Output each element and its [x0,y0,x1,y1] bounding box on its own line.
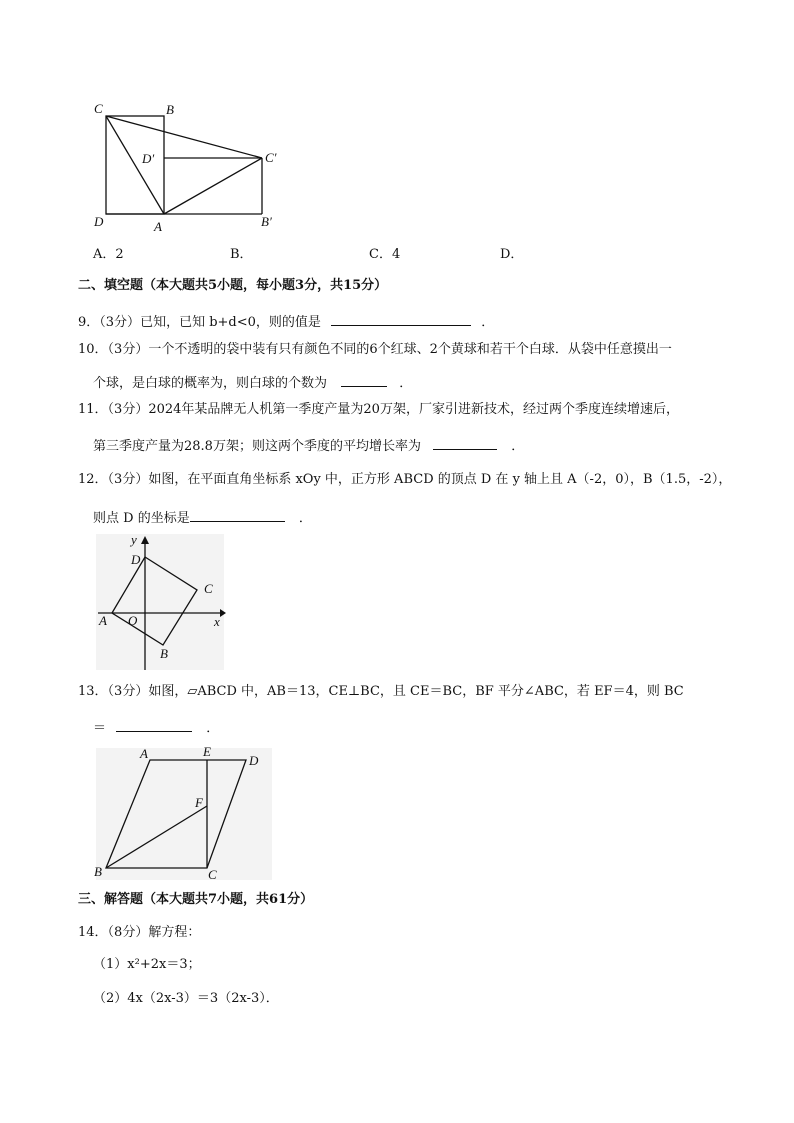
label-a12: A [99,613,107,628]
label-dprime: D′ [142,151,155,166]
q8-option-d: D． [500,247,524,262]
label-d12: D [131,552,141,567]
label-b13: B [94,864,102,879]
question-13-line2 [93,717,219,738]
label-bprime: B′ [261,214,272,229]
question-10-line1 [78,341,672,359]
q14-score: （8分） [107,925,149,940]
question-11-line2 [93,435,524,456]
q8-option-c: C．4 [369,247,401,262]
q12-figure [92,532,232,672]
q13-figure [88,740,278,882]
label-d: D [94,214,104,229]
q8-option-b: B． [230,247,253,262]
q10-end: ． [399,376,413,391]
q14-part2-prefix: （2） [93,991,128,1006]
section2-title: 二、填空题（本大题共5小题，每小题3分，共15分） [78,278,388,293]
q13-end: ． [206,721,220,736]
q14-number: 14． [78,925,108,940]
label-y: y [131,532,137,547]
q14-part2-equation: 4x（2x-3）＝3（2x-3）． [127,991,279,1006]
q13-answer-blank[interactable] [116,717,192,732]
q9-number: 9． [78,315,100,330]
q13-number: 13． [78,684,108,699]
segment-ca [106,116,164,214]
section3-title: 三、解答题（本大题共7小题，共61分） [78,892,314,907]
question-13-line1 [78,683,684,701]
label-b12: B [160,646,168,661]
label-o12: O [128,613,138,628]
q12-score: （3分） [107,472,149,487]
q12-end: ． [298,511,312,526]
label-cprime: C′ [265,150,277,165]
q14-part1-equation: x²+2x＝3； [127,957,201,972]
q14-part1-prefix: （1） [93,957,128,972]
q13-figure-background [96,748,272,880]
question-12-line1 [78,471,731,489]
q11-number: 11． [78,402,108,417]
label-x: x [214,614,220,629]
q10-score: （3分） [107,342,149,357]
q12-number: 12． [78,472,108,487]
label-a: A [154,219,162,234]
question-9 [78,311,494,332]
q14-part1 [93,956,201,974]
q13-equals: ＝ [93,721,107,736]
q14-part2 [93,990,279,1008]
label-c12: C [204,581,213,596]
segment-c-cprime [106,116,262,158]
q9-text: 已知，已知 b+d<0，则的值是 [140,315,321,330]
q11-end: ． [511,439,525,454]
label-b: B [166,102,174,117]
q11-line2: 第三季度产量为28.8万架；则这两个季度的平均增长率为 [93,439,421,454]
label-a13: A [140,746,148,761]
q14-text: 解方程： [148,925,201,940]
q11-line1: 2024年某品牌无人机第一季度产量为20万架，厂家引进新技术，经过两个季度连续增速后， [148,402,679,417]
q11-answer-blank[interactable] [433,435,497,450]
segment-a-cprime [164,158,262,214]
q11-score: （3分） [107,402,149,417]
label-c: C [94,101,103,116]
q10-line2: 个球，是白球的概率为，则白球的个数为 [93,376,328,391]
question-12-line2 [93,507,312,528]
q8-figure [88,98,288,238]
label-e13: E [203,744,211,759]
q13-score: （3分） [107,684,149,699]
q13-line1: 如图，▱ABCD 中，AB＝13，CE⊥BC，且 CE＝BC，BF 平分∠ABC，若 EF＝4，则 BC [148,684,684,699]
label-d13: D [249,753,259,768]
question-14 [78,924,200,942]
q12-answer-blank[interactable] [190,507,285,522]
q10-number: 10． [78,342,108,357]
q9-end: ． [481,315,495,330]
question-10-line2 [93,372,412,393]
q8-option-a: A．2 [93,247,124,262]
label-f13: F [195,795,203,810]
q9-score: （3分） [99,315,141,330]
q12-line2: 则点 D 的坐标是 [93,511,190,526]
q10-answer-blank[interactable] [341,372,387,387]
label-c13: C [208,867,217,882]
q9-answer-blank[interactable] [331,311,471,326]
q12-line1: 如图，在平面直角坐标系 xOy 中，正方形 ABCD 的顶点 D 在 y 轴上且 A（-2，0），B（1.5，-2）， [148,472,732,487]
question-11-line1 [78,401,679,419]
q10-line1: 一个不透明的袋中装有只有颜色不同的6个红球、2个黄球和若干个白球．从袋中任意摸出一 [148,342,672,357]
